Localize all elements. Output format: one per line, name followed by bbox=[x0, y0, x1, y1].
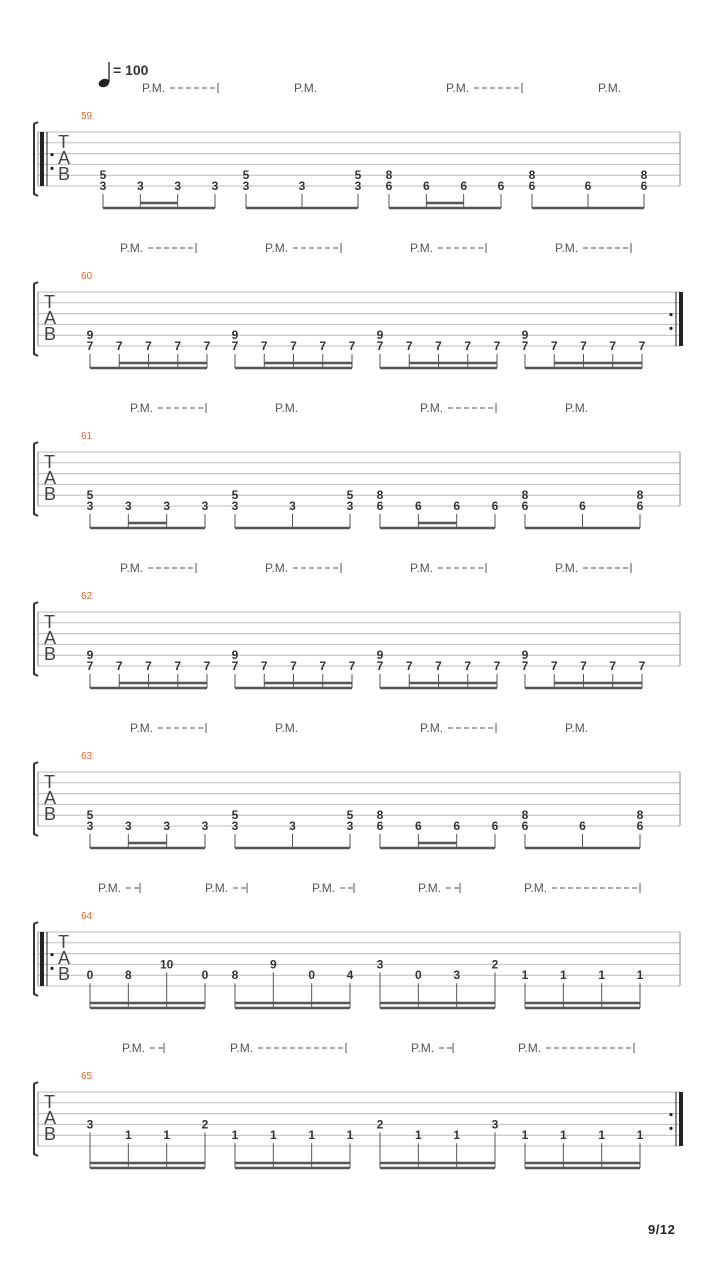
fret-number: 3 bbox=[346, 819, 354, 833]
palm-mute-marking bbox=[555, 241, 631, 255]
repeat-end-thick-bar bbox=[679, 1092, 683, 1146]
palm-mute-label: P.M. bbox=[524, 881, 548, 895]
fret-number: 7 bbox=[290, 659, 297, 673]
repeat-start-thick-bar bbox=[40, 932, 44, 986]
fret-number: 3 bbox=[136, 179, 144, 193]
fret-number: 1 bbox=[598, 968, 606, 983]
fret-number: 9 bbox=[376, 328, 384, 343]
fret-number: 3 bbox=[242, 179, 250, 193]
fret-number: 8 bbox=[124, 968, 132, 983]
fret-number: 9 bbox=[376, 648, 384, 663]
repeat-dot bbox=[669, 313, 672, 316]
palm-mute-marking bbox=[142, 81, 218, 95]
fret-number: 1 bbox=[559, 968, 567, 983]
palm-mute-marking bbox=[418, 881, 460, 895]
beat-group bbox=[386, 168, 505, 208]
fret-number: 7 bbox=[609, 339, 617, 353]
fret-number: 7 bbox=[580, 659, 587, 673]
palm-mute-marking bbox=[122, 1041, 164, 1055]
fret-number: 3 bbox=[231, 499, 239, 513]
fret-number: 8 bbox=[385, 168, 393, 183]
fret-number: 7 bbox=[405, 339, 413, 353]
fret-number: 7 bbox=[521, 659, 529, 673]
system-bracket bbox=[34, 442, 38, 516]
palm-mute-label: P.M. bbox=[410, 241, 434, 255]
fret-number: 6 bbox=[376, 499, 384, 513]
fret-number: 6 bbox=[422, 179, 430, 193]
fret-number: 7 bbox=[231, 339, 239, 353]
fret-number: 7 bbox=[260, 659, 268, 673]
tab-clef-letter: B bbox=[44, 484, 57, 504]
beat-group bbox=[377, 957, 499, 1008]
system-bracket bbox=[34, 122, 38, 196]
fret-number: 6 bbox=[376, 819, 384, 833]
beat-group bbox=[377, 1117, 499, 1168]
fret-number: 8 bbox=[521, 488, 529, 503]
fret-number: 8 bbox=[521, 808, 529, 823]
fret-number: 7 bbox=[86, 339, 94, 353]
fret-number: 7 bbox=[464, 339, 472, 353]
palm-mute-label: P.M. bbox=[418, 881, 442, 895]
fret-number: 3 bbox=[124, 499, 132, 513]
beat-group bbox=[232, 1128, 354, 1168]
fret-number: 5 bbox=[354, 168, 362, 183]
fret-number: 7 bbox=[203, 659, 211, 673]
tab-clef-letter: T bbox=[58, 932, 69, 952]
measure-number: 61 bbox=[81, 431, 93, 442]
palm-mute-marking bbox=[555, 561, 631, 575]
palm-mute-label: P.M. bbox=[420, 401, 444, 415]
palm-mute-marking bbox=[565, 721, 588, 735]
fret-number: 5 bbox=[86, 488, 94, 503]
fret-number: 3 bbox=[163, 499, 171, 513]
beat-group bbox=[100, 168, 219, 208]
palm-mute-label: P.M. bbox=[294, 81, 318, 95]
fret-number: 7 bbox=[609, 659, 617, 673]
fret-number: 3 bbox=[298, 179, 306, 193]
fret-number: 7 bbox=[319, 659, 327, 673]
fret-number: 8 bbox=[231, 968, 239, 983]
palm-mute-label: P.M. bbox=[265, 561, 289, 575]
palm-mute-label: P.M. bbox=[275, 401, 299, 415]
fret-number: 3 bbox=[86, 819, 94, 833]
beat-group bbox=[529, 168, 648, 208]
fret-number: 5 bbox=[346, 808, 354, 823]
fret-number: 7 bbox=[376, 339, 384, 353]
beat-group bbox=[522, 328, 646, 368]
beat-group bbox=[87, 957, 209, 1008]
fret-number: 1 bbox=[231, 1128, 239, 1143]
beat-group bbox=[232, 648, 356, 688]
fret-number: 7 bbox=[435, 339, 442, 353]
fret-number: 5 bbox=[99, 168, 107, 183]
fret-number: 3 bbox=[86, 1117, 94, 1132]
fret-number: 3 bbox=[491, 1117, 499, 1132]
fret-number: 8 bbox=[376, 808, 384, 823]
beat-group bbox=[87, 648, 211, 688]
beat-group bbox=[522, 1128, 644, 1168]
fret-number: 7 bbox=[115, 339, 123, 353]
palm-mute-label: P.M. bbox=[446, 81, 470, 95]
repeat-dot bbox=[669, 327, 672, 330]
beat-group bbox=[232, 808, 354, 848]
palm-mute-label: P.M. bbox=[598, 81, 622, 95]
beat-group bbox=[377, 648, 501, 688]
system-bracket bbox=[34, 762, 38, 836]
measure-number: 60 bbox=[81, 271, 93, 282]
fret-number: 1 bbox=[636, 968, 644, 983]
fret-number: 1 bbox=[521, 968, 529, 983]
tab-clef-letter: T bbox=[44, 452, 55, 472]
palm-mute-label: P.M. bbox=[312, 881, 336, 895]
system-bracket bbox=[34, 602, 38, 676]
measure-number: 59 bbox=[81, 111, 93, 122]
repeat-dot bbox=[669, 1127, 672, 1130]
fret-number: 7 bbox=[493, 339, 501, 353]
palm-mute-label: P.M. bbox=[142, 81, 166, 95]
tab-clef-letter: A bbox=[44, 1108, 57, 1128]
fret-number: 5 bbox=[242, 168, 250, 183]
fret-number: 6 bbox=[460, 179, 468, 193]
measure-59 bbox=[34, 81, 680, 208]
measure-number: 62 bbox=[81, 591, 93, 602]
fret-number: 7 bbox=[231, 659, 239, 673]
fret-number: 1 bbox=[124, 1128, 132, 1143]
fret-number: 1 bbox=[163, 1128, 171, 1143]
fret-number: 1 bbox=[269, 1128, 277, 1143]
measure-65 bbox=[34, 1041, 683, 1168]
tab-clef-letter: A bbox=[44, 308, 57, 328]
palm-mute-marking bbox=[265, 561, 341, 575]
fret-number: 2 bbox=[201, 1117, 209, 1132]
fret-number: 7 bbox=[115, 659, 123, 673]
palm-mute-label: P.M. bbox=[410, 561, 434, 575]
fret-number: 6 bbox=[414, 499, 422, 513]
fret-number: 3 bbox=[346, 499, 354, 513]
fret-number: 6 bbox=[636, 819, 644, 833]
measure-number: 65 bbox=[81, 1071, 93, 1082]
fret-number: 6 bbox=[521, 819, 529, 833]
fret-number: 1 bbox=[414, 1128, 422, 1143]
fret-number: 2 bbox=[376, 1117, 384, 1132]
palm-mute-label: P.M. bbox=[122, 1041, 146, 1055]
fret-number: 6 bbox=[453, 819, 461, 833]
fret-number: 3 bbox=[163, 819, 171, 833]
fret-number: 6 bbox=[584, 179, 592, 193]
tab-clef-letter: T bbox=[44, 772, 55, 792]
palm-mute-label: P.M. bbox=[205, 881, 229, 895]
fret-number: 7 bbox=[580, 339, 587, 353]
fret-number: 7 bbox=[464, 659, 472, 673]
fret-number: 7 bbox=[493, 659, 501, 673]
system-bracket bbox=[34, 282, 38, 356]
fret-number: 2 bbox=[491, 957, 499, 972]
palm-mute-label: P.M. bbox=[130, 401, 154, 415]
palm-mute-marking bbox=[446, 81, 522, 95]
palm-mute-label: P.M. bbox=[265, 241, 289, 255]
fret-number: 6 bbox=[491, 499, 499, 513]
beat-group bbox=[377, 808, 499, 848]
repeat-dot bbox=[50, 953, 53, 956]
fret-number: 3 bbox=[124, 819, 132, 833]
tab-clef-letter: T bbox=[44, 292, 55, 312]
palm-mute-marking bbox=[205, 881, 247, 895]
repeat-dot bbox=[50, 167, 53, 170]
page-number: 9/12 bbox=[648, 1222, 676, 1237]
fret-number: 0 bbox=[308, 968, 316, 983]
fret-number: 6 bbox=[579, 819, 586, 833]
palm-mute-marking bbox=[411, 1041, 453, 1055]
fret-number: 1 bbox=[453, 1128, 461, 1143]
beat-group bbox=[87, 1117, 209, 1168]
fret-number: 0 bbox=[414, 968, 422, 983]
beat-group bbox=[377, 488, 499, 528]
fret-number: 6 bbox=[491, 819, 499, 833]
tab-clef-letter: T bbox=[58, 132, 69, 152]
palm-mute-label: P.M. bbox=[518, 1041, 542, 1055]
palm-mute-marking bbox=[420, 401, 496, 415]
fret-number: 9 bbox=[86, 648, 94, 663]
beat-group bbox=[522, 808, 644, 848]
system-bracket bbox=[34, 922, 38, 996]
fret-number: 7 bbox=[550, 339, 558, 353]
fret-number: 7 bbox=[174, 659, 182, 673]
palm-mute-marking bbox=[130, 401, 206, 415]
palm-mute-label: P.M. bbox=[120, 241, 144, 255]
beat-group bbox=[87, 328, 211, 368]
tab-clef-letter: B bbox=[58, 964, 71, 984]
fret-number: 5 bbox=[346, 488, 354, 503]
palm-mute-label: P.M. bbox=[130, 721, 154, 735]
palm-mute-label: P.M. bbox=[565, 401, 589, 415]
fret-number: 6 bbox=[385, 179, 393, 193]
fret-number: 9 bbox=[521, 648, 529, 663]
fret-number: 1 bbox=[598, 1128, 606, 1143]
palm-mute-marking bbox=[130, 721, 206, 735]
fret-number: 3 bbox=[201, 499, 209, 513]
fret-number: 9 bbox=[269, 957, 277, 972]
fret-number: 3 bbox=[211, 179, 219, 193]
fret-number: 9 bbox=[86, 328, 94, 343]
tab-clef-letter: A bbox=[58, 148, 71, 168]
fret-number: 9 bbox=[231, 328, 239, 343]
fret-number: 8 bbox=[376, 488, 384, 503]
beat-group bbox=[232, 328, 356, 368]
fret-number: 7 bbox=[260, 339, 268, 353]
fret-number: 8 bbox=[636, 808, 644, 823]
tempo-marking bbox=[97, 62, 148, 89]
fret-number: 3 bbox=[289, 499, 296, 513]
fret-number: 1 bbox=[346, 1128, 354, 1143]
fret-number: 0 bbox=[86, 968, 94, 983]
fret-number: 9 bbox=[521, 328, 529, 343]
fret-number: 7 bbox=[319, 339, 327, 353]
fret-number: 6 bbox=[497, 179, 505, 193]
beat-group bbox=[87, 808, 209, 848]
palm-mute-marking bbox=[98, 881, 140, 895]
fret-number: 7 bbox=[348, 339, 356, 353]
repeat-end-thick-bar bbox=[679, 292, 683, 346]
fret-number: 6 bbox=[521, 499, 529, 513]
palm-mute-label: P.M. bbox=[98, 881, 122, 895]
fret-number: 6 bbox=[636, 499, 644, 513]
fret-number: 3 bbox=[174, 179, 182, 193]
fret-number: 7 bbox=[174, 339, 182, 353]
palm-mute-marking bbox=[420, 721, 496, 735]
fret-number: 1 bbox=[636, 1128, 644, 1143]
palm-mute-marking bbox=[518, 1041, 634, 1055]
measure-61 bbox=[34, 401, 680, 528]
fret-number: 1 bbox=[559, 1128, 567, 1143]
fret-number: 5 bbox=[231, 808, 239, 823]
palm-mute-marking bbox=[410, 561, 486, 575]
palm-mute-marking bbox=[598, 81, 621, 95]
fret-number: 7 bbox=[290, 339, 297, 353]
fret-number: 3 bbox=[453, 968, 461, 983]
repeat-start-thick-bar bbox=[40, 132, 44, 186]
repeat-dot bbox=[50, 153, 53, 156]
beat-group bbox=[522, 968, 644, 1008]
measure-60 bbox=[34, 241, 683, 368]
fret-number: 3 bbox=[376, 957, 384, 972]
fret-number: 0 bbox=[201, 968, 209, 983]
fret-number: 6 bbox=[453, 499, 461, 513]
fret-number: 7 bbox=[435, 659, 442, 673]
fret-number: 3 bbox=[354, 179, 362, 193]
palm-mute-marking bbox=[120, 241, 196, 255]
fret-number: 3 bbox=[231, 819, 239, 833]
tab-clef-letter: T bbox=[44, 1092, 55, 1112]
fret-number: 8 bbox=[640, 168, 648, 183]
measure-number: 64 bbox=[81, 911, 93, 922]
fret-number: 7 bbox=[638, 339, 646, 353]
palm-mute-marking bbox=[275, 721, 298, 735]
fret-number: 7 bbox=[203, 339, 211, 353]
fret-number: 6 bbox=[579, 499, 586, 513]
measure-63 bbox=[34, 721, 680, 848]
palm-mute-marking bbox=[524, 881, 640, 895]
tab-clef-letter: A bbox=[44, 788, 57, 808]
tab-clef-letter: A bbox=[58, 948, 71, 968]
palm-mute-marking bbox=[275, 401, 298, 415]
beat-group bbox=[522, 488, 644, 528]
fret-number: 3 bbox=[86, 499, 94, 513]
palm-mute-marking bbox=[265, 241, 341, 255]
fret-number: 6 bbox=[640, 179, 648, 193]
tab-clef-letter: A bbox=[44, 468, 57, 488]
measure-64 bbox=[34, 881, 680, 1008]
tab-clef-letter: B bbox=[44, 644, 57, 664]
tab-clef-letter: B bbox=[44, 804, 57, 824]
fret-number: 5 bbox=[86, 808, 94, 823]
fret-number: 1 bbox=[308, 1128, 316, 1143]
palm-mute-label: P.M. bbox=[275, 721, 299, 735]
fret-number: 6 bbox=[528, 179, 536, 193]
palm-mute-marking bbox=[230, 1041, 346, 1055]
palm-mute-label: P.M. bbox=[120, 561, 144, 575]
palm-mute-label: P.M. bbox=[555, 241, 579, 255]
tab-clef-letter: A bbox=[44, 628, 57, 648]
tab-clef-letter: B bbox=[44, 324, 57, 344]
measure-number: 63 bbox=[81, 751, 93, 762]
beat-group bbox=[377, 328, 501, 368]
tab-clef-letter: B bbox=[44, 1124, 57, 1144]
fret-number: 10 bbox=[159, 957, 174, 972]
fret-number: 7 bbox=[145, 659, 152, 673]
palm-mute-marking bbox=[120, 561, 196, 575]
palm-mute-marking bbox=[312, 881, 354, 895]
fret-number: 3 bbox=[289, 819, 296, 833]
fret-number: 3 bbox=[99, 179, 107, 193]
fret-number: 8 bbox=[528, 168, 536, 183]
fret-number: 7 bbox=[348, 659, 356, 673]
fret-number: 7 bbox=[521, 339, 529, 353]
tab-clef-letter: B bbox=[58, 164, 71, 184]
fret-number: 7 bbox=[638, 659, 646, 673]
fret-number: 1 bbox=[521, 1128, 529, 1143]
beat-group bbox=[232, 488, 354, 528]
palm-mute-label: P.M. bbox=[411, 1041, 435, 1055]
fret-number: 7 bbox=[405, 659, 413, 673]
fret-number: 8 bbox=[636, 488, 644, 503]
repeat-dot bbox=[50, 967, 53, 970]
palm-mute-label: P.M. bbox=[420, 721, 444, 735]
beat-group bbox=[87, 488, 209, 528]
fret-number: 5 bbox=[231, 488, 239, 503]
repeat-dot bbox=[669, 1113, 672, 1116]
fret-number: 6 bbox=[414, 819, 422, 833]
tab-clef-letter: T bbox=[44, 612, 55, 632]
palm-mute-label: P.M. bbox=[565, 721, 589, 735]
system-bracket bbox=[34, 1082, 38, 1156]
fret-number: 7 bbox=[550, 659, 558, 673]
fret-number: 7 bbox=[376, 659, 384, 673]
palm-mute-marking bbox=[565, 401, 588, 415]
tempo-value: = 100 bbox=[113, 62, 149, 78]
fret-number: 9 bbox=[231, 648, 239, 663]
beat-group bbox=[243, 168, 362, 208]
palm-mute-marking bbox=[294, 81, 317, 95]
fret-number: 7 bbox=[145, 339, 152, 353]
palm-mute-label: P.M. bbox=[230, 1041, 254, 1055]
palm-mute-marking bbox=[410, 241, 486, 255]
beat-group bbox=[522, 648, 646, 688]
measure-62 bbox=[34, 561, 680, 688]
fret-number: 4 bbox=[346, 968, 354, 983]
beat-group bbox=[232, 957, 354, 1008]
fret-number: 7 bbox=[86, 659, 94, 673]
fret-number: 3 bbox=[201, 819, 209, 833]
palm-mute-label: P.M. bbox=[555, 561, 579, 575]
